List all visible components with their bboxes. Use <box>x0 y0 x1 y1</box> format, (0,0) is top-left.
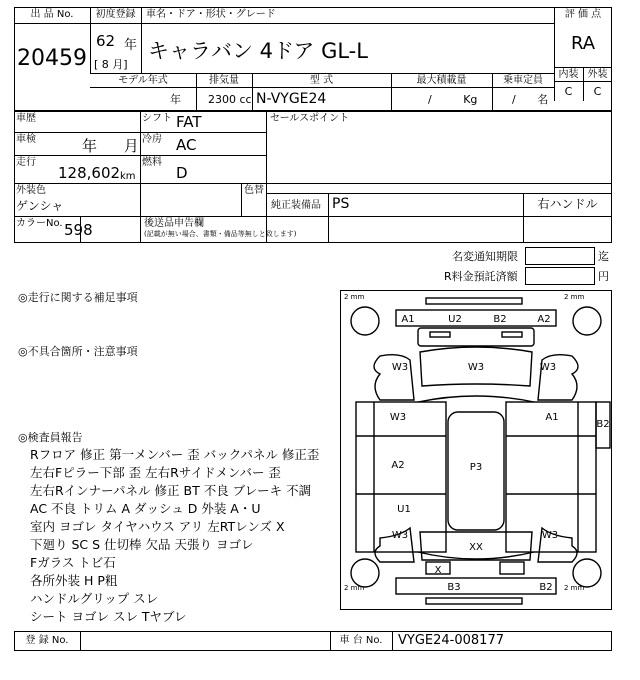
displacement-label: 排気量 <box>209 75 239 86</box>
steering-value: 右ハンドル <box>537 197 598 211</box>
report-line: 左右Fピラー下部 歪 左右Rサイドメンバー 歪 <box>30 465 281 480</box>
chassis-number: VYGE24-008177 <box>398 633 504 648</box>
tire-depth-fr: 2 mm <box>564 293 585 301</box>
doc-note: (記載が無い場合、書類・備品等無しと致します) <box>144 230 297 238</box>
car-damage-diagram <box>340 290 612 610</box>
max-load-label: 最大積載量 <box>416 75 467 86</box>
mark-hood-w3: W3 <box>467 362 485 373</box>
doc-label: 後送品申告欄 <box>144 218 204 229</box>
tire-depth-fl: 2 mm <box>344 293 365 301</box>
fuel-value: D <box>176 164 188 182</box>
equipment-value: PS <box>332 196 350 212</box>
exterior-label: 外装 <box>587 69 608 80</box>
car-name: キャラバン 4ドア GL-L <box>148 39 368 63</box>
inspection-value: 年 月 <box>82 137 139 155</box>
mark-front-a2: A2 <box>537 314 551 325</box>
model-year-label: モデル年式 <box>118 75 168 86</box>
fuel-label: 燃料 <box>142 157 162 168</box>
report-line: Fガラス トビ石 <box>30 555 116 570</box>
reg-label: 登 録 No. <box>25 635 69 646</box>
ac-value: AC <box>176 136 197 154</box>
inspector-heading: ◎検査員報告 <box>18 431 83 444</box>
mark-tail-x: X <box>434 565 442 576</box>
shift-label: シフト <box>142 113 172 124</box>
mark-rear-u1: U1 <box>397 504 411 515</box>
color-label: 外装色 <box>16 185 46 196</box>
windshield <box>418 396 534 402</box>
exterior-grade: C <box>593 85 602 98</box>
mark-rear-xx: XX <box>469 542 483 553</box>
name-change-field <box>525 247 595 265</box>
first-reg-year-unit: 年 <box>124 38 138 53</box>
first-reg-label: 初度登録 <box>95 9 136 20</box>
front-bumper <box>396 310 556 326</box>
chassis-label: 車 台 No. <box>339 635 383 646</box>
displacement-value: 2300 cc <box>208 93 252 106</box>
recycle-label: R料金預託済額 <box>444 270 518 283</box>
front-lamp-l <box>430 332 450 337</box>
color-change-label: 色替 <box>244 185 264 196</box>
type-value: N-VYGE24 <box>256 91 327 107</box>
tire-depth-rl: 2 mm <box>344 584 365 592</box>
tire-depth-rr: 2 mm <box>564 584 585 592</box>
rear-bumper <box>396 578 556 594</box>
report-line: シート ヨゴレ スレ Tヤブレ <box>30 609 187 624</box>
wheel-front-left <box>351 307 379 335</box>
equipment-label: 純正装備品 <box>271 200 321 211</box>
rear-window <box>418 552 534 559</box>
mark-side-a2: A2 <box>391 460 405 471</box>
mark-front-b2: B2 <box>493 314 507 325</box>
mileage-value: 128,602 <box>58 164 121 182</box>
report-line: ハンドルグリップ スレ <box>30 591 159 606</box>
mark-rear-b3: B3 <box>447 582 461 593</box>
interior-label: 内装 <box>558 69 579 80</box>
report-line: 各所外装 H P粗 <box>30 573 118 588</box>
mileage-label: 走行 <box>16 157 36 168</box>
front-lamp-r <box>502 332 522 337</box>
mark-front-a1: A1 <box>401 314 415 325</box>
footer-frame <box>14 631 612 651</box>
score-label: 評 価 点 <box>564 9 602 20</box>
mark-right-front-w3: W3 <box>539 362 557 373</box>
front-grille <box>426 298 522 304</box>
ac-label: 冷房 <box>142 134 162 145</box>
capacity-label: 乗車定員 <box>503 75 543 86</box>
interior-grade: C <box>564 85 573 98</box>
report-line: 室内 ヨゴレ タイヤハウス アリ 左RTレンズ X <box>30 519 285 534</box>
rear-step <box>426 598 522 604</box>
mark-rear-w3: W3 <box>391 530 409 541</box>
first-reg-year: 62 <box>96 32 116 50</box>
mark-rear-b2: B2 <box>539 582 553 593</box>
color-no-value: 598 <box>64 221 93 239</box>
capacity-value: / 名 <box>512 93 549 106</box>
mark-left-front-w3: W3 <box>391 362 409 373</box>
defects-heading: ◎不具合箇所・注意事項 <box>18 345 138 358</box>
report-line: 左右Rインナーパネル 修正 BT 不良 ブレーキ 不調 <box>30 483 312 498</box>
name-change-label: 名変通知期限 <box>452 250 518 263</box>
lot-number: 20459 <box>17 46 87 71</box>
color-no-label: カラーNo. <box>16 218 63 229</box>
max-load-value: / Kg <box>428 93 478 106</box>
mark-front-u2: U2 <box>448 314 462 325</box>
report-line: 下廻り SC S 仕切棒 欠品 天張り ヨゴレ <box>30 537 254 552</box>
report-line: AC 不良 トリム A ダッシュ D 外装 A・U <box>30 501 261 516</box>
name-change-unit: 迄 <box>598 250 609 263</box>
report-line: Rフロア 修正 第一メンバー 歪 バックパネル 修正歪 <box>30 447 320 462</box>
mark-side-a1: A1 <box>545 412 559 423</box>
tail-lamp-right <box>500 562 524 574</box>
mark-rear-w3-right: W3 <box>541 530 559 541</box>
first-reg-month: [ 8 月] <box>94 58 128 71</box>
driving-note-heading: ◎走行に関する補足事項 <box>18 291 138 304</box>
type-label: 型 式 <box>309 75 334 86</box>
wheel-rear-left <box>351 559 379 587</box>
history-label: 車歴 <box>16 113 36 124</box>
model-year-unit: 年 <box>170 93 181 106</box>
recycle-field <box>525 267 595 285</box>
recycle-unit: 円 <box>598 270 609 283</box>
mark-side-b2: B2 <box>596 419 610 430</box>
lot-label: 出 品 No. <box>30 9 74 20</box>
wheel-rear-right <box>573 559 601 587</box>
mileage-unit: km <box>120 171 136 182</box>
shift-value: FAT <box>176 113 202 131</box>
mark-roof-p3: P3 <box>469 462 483 473</box>
sales-point-label: セールスポイント <box>270 113 350 124</box>
score-value: RA <box>570 33 596 54</box>
wheel-front-right <box>573 307 601 335</box>
mark-side-w3: W3 <box>389 412 407 423</box>
color-value: ゲンシャ <box>16 199 64 213</box>
model-title-label: 車名・ドア・形状・グレード <box>146 9 276 20</box>
inspection-label: 車検 <box>16 134 36 145</box>
